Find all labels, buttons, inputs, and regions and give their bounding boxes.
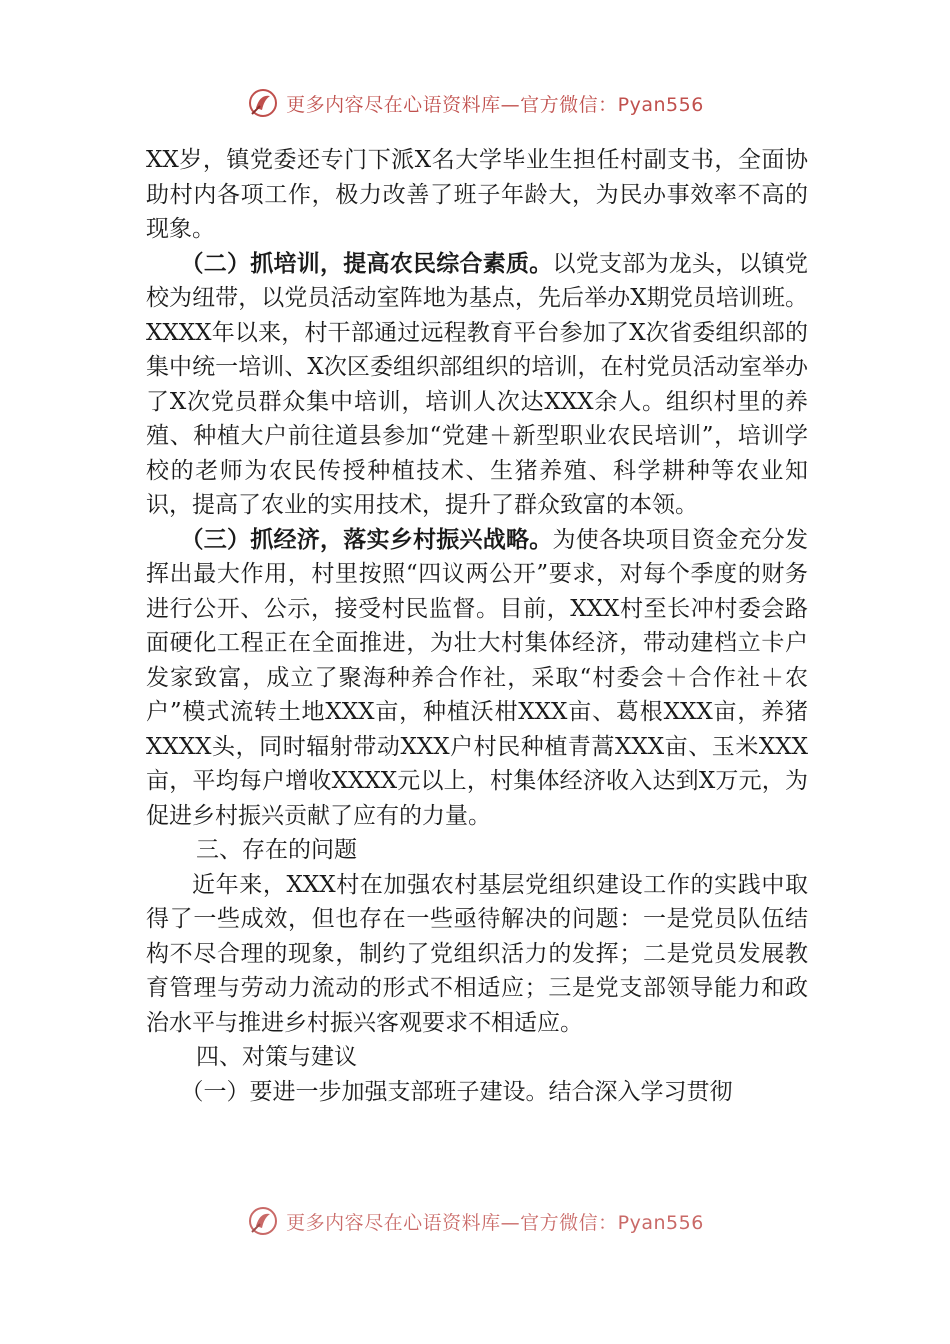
paragraph-3-lead: （三）抓经济，落实乡村振兴战略。: [180, 525, 553, 553]
watermark-text: 更多内容尽在心语资料库—官方微信：Pyan556: [286, 1211, 704, 1234]
paragraph-3-body: 为使各块项目资金充分发挥出最大作用，村里按照“四议两公开”要求，对每个季度的财务进行公开、公示，接受村民监督。目前，XXX村至长冲村委会路面硬化工程正在全面推进，为壮大村集体经济，带动建档立卡户发家致富，成立了聚海种养合作社，采取“村委会＋合作社＋农户”模式流转土地XXX亩，种植沃柑XXX亩、葛根XXX亩，养猪XXXX头，同时辐射带动XXX户村民种植青蒿XXX亩、玉米XXX亩，平均每户增收XXXX元以上，村集体经济收入达到X万元，为促进乡村振兴贡献了应有的力量。: [146, 526, 808, 829]
paragraph-1: XX岁，镇党委还专门下派X名大学毕业生担任村副支书，全面协助村内各项工作，极力改善了班子年龄大，为民办事效率不高的现象。: [146, 147, 808, 242]
section-heading-4: 四、对策与建议: [196, 1044, 357, 1070]
paragraph-2-lead: （二）抓培训，提高农民综合素质。: [180, 249, 553, 277]
watermark-footer: [0, 1204, 950, 1238]
watermark-text: 更多内容尽在心语资料库—官方微信：Pyan556: [286, 93, 704, 116]
paragraph-3: [146, 523, 808, 834]
brand-logo-icon: [246, 86, 280, 120]
document-body: [146, 143, 808, 1109]
brand-logo-icon: [246, 1204, 280, 1238]
paragraph-5: （一）要进一步加强支部班子建设。结合深入学习贯彻: [180, 1078, 733, 1105]
section-heading-3: 三、存在的问题: [196, 837, 357, 863]
watermark-header: [0, 86, 950, 120]
paragraph-2: [146, 247, 808, 523]
paragraph-4: 近年来，XXX村在加强农村基层党组织建设工作的实践中取得了一些成效，但也存在一些亟待解决的问题：一是党员队伍结构不尽合理的现象，制约了党组织活力的发挥；二是党员发展教育管理与劳动力流动的形式不相适应；三是党支部领导能力和政治水平与推进乡村振兴客观要求不相适应。: [146, 871, 808, 1036]
paragraph-2-body: 以党支部为龙头，以镇党校为纽带，以党员活动室阵地为基点，先后举办X期党员培训班。XXXX年以来，村干部通过远程教育平台参加了X次省委组织部的集中统一培训、X次区委组织部组织的培训，在村党员活动室举办了X次党员群众集中培训，培训人次达XXX余人。组织村里的养殖、种植大户前往道县参加“党建＋新型职业农民培训”，培训学校的老师为农民传授种植技术、生猪养殖、科学耕种等农业知识，提高了农业的实用技术，提升了群众致富的本领。: [146, 250, 808, 518]
